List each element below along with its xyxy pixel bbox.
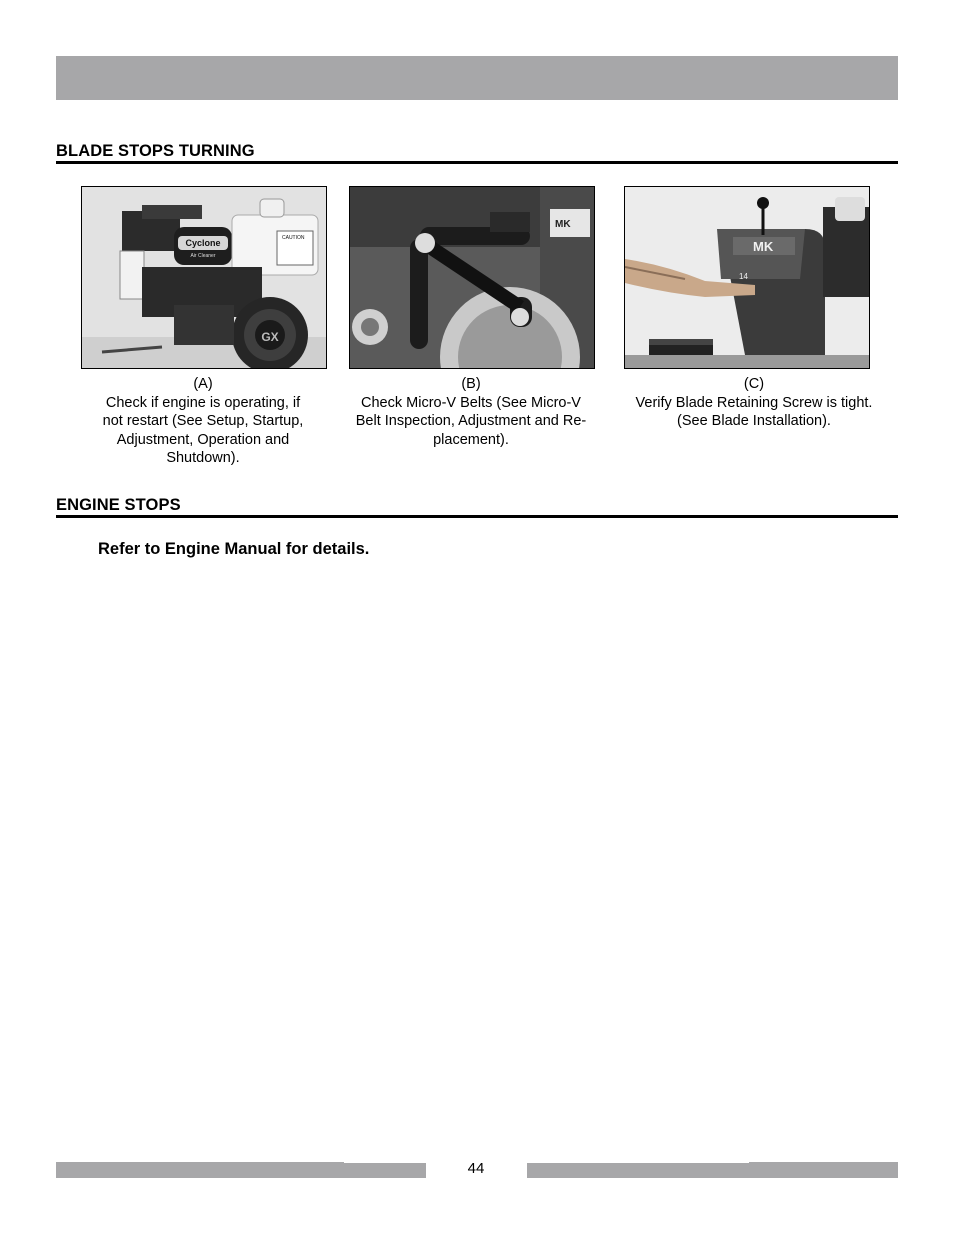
mk-logo-c: MK xyxy=(753,239,774,254)
caption-line: Check Micro-V Belts (See Micro-V xyxy=(361,394,581,411)
footer-bar-left xyxy=(56,1162,426,1178)
caption-c xyxy=(624,375,884,431)
caption-line: placement). xyxy=(433,431,509,448)
engine-photo xyxy=(81,186,327,369)
footer-bar-right xyxy=(527,1162,898,1178)
caption-b xyxy=(349,375,593,449)
air-cleaner-label: Air Cleaner xyxy=(190,253,216,259)
caption-line: (See Blade Installation). xyxy=(677,413,831,430)
blade-number-label: 14 xyxy=(739,272,748,281)
belt-photo xyxy=(349,186,595,369)
page-number: 44 xyxy=(467,1160,485,1177)
caption-line: Shutdown). xyxy=(166,450,240,467)
footer-bar-notch xyxy=(527,1162,749,1163)
section-rule-blade-stops xyxy=(56,161,898,164)
caption-line: Check if engine is operating, if xyxy=(105,394,301,411)
mk-logo-b: MK xyxy=(555,219,571,230)
section-rule-engine-stops xyxy=(56,515,898,518)
figure-letter: (B) xyxy=(461,376,481,392)
footer-bar-notch xyxy=(344,1162,426,1163)
section-title-engine-stops: ENGINE STOPS xyxy=(56,496,181,514)
section-title-blade-stops: BLADE STOPS TURNING xyxy=(56,142,255,160)
engine-manual-note: Refer to Engine Manual for details. xyxy=(98,540,370,558)
caption-line: Verify Blade Retaining Screw is tight. xyxy=(635,394,873,411)
caption-line: not restart (See Setup, Startup, xyxy=(102,413,304,430)
figure-letter: (C) xyxy=(743,376,765,392)
gx-label: GX xyxy=(261,330,279,344)
cyclone-label: Cyclone xyxy=(185,238,221,248)
caption-line: Adjustment, Operation and xyxy=(116,431,290,448)
blade-guard-photo xyxy=(624,186,870,369)
figure-letter: (A) xyxy=(193,376,213,392)
header-bar xyxy=(56,56,898,100)
caution-label: CAUTION xyxy=(282,235,305,241)
caption-a xyxy=(81,375,325,468)
caption-line: Belt Inspection, Adjustment and Re- xyxy=(355,413,587,430)
